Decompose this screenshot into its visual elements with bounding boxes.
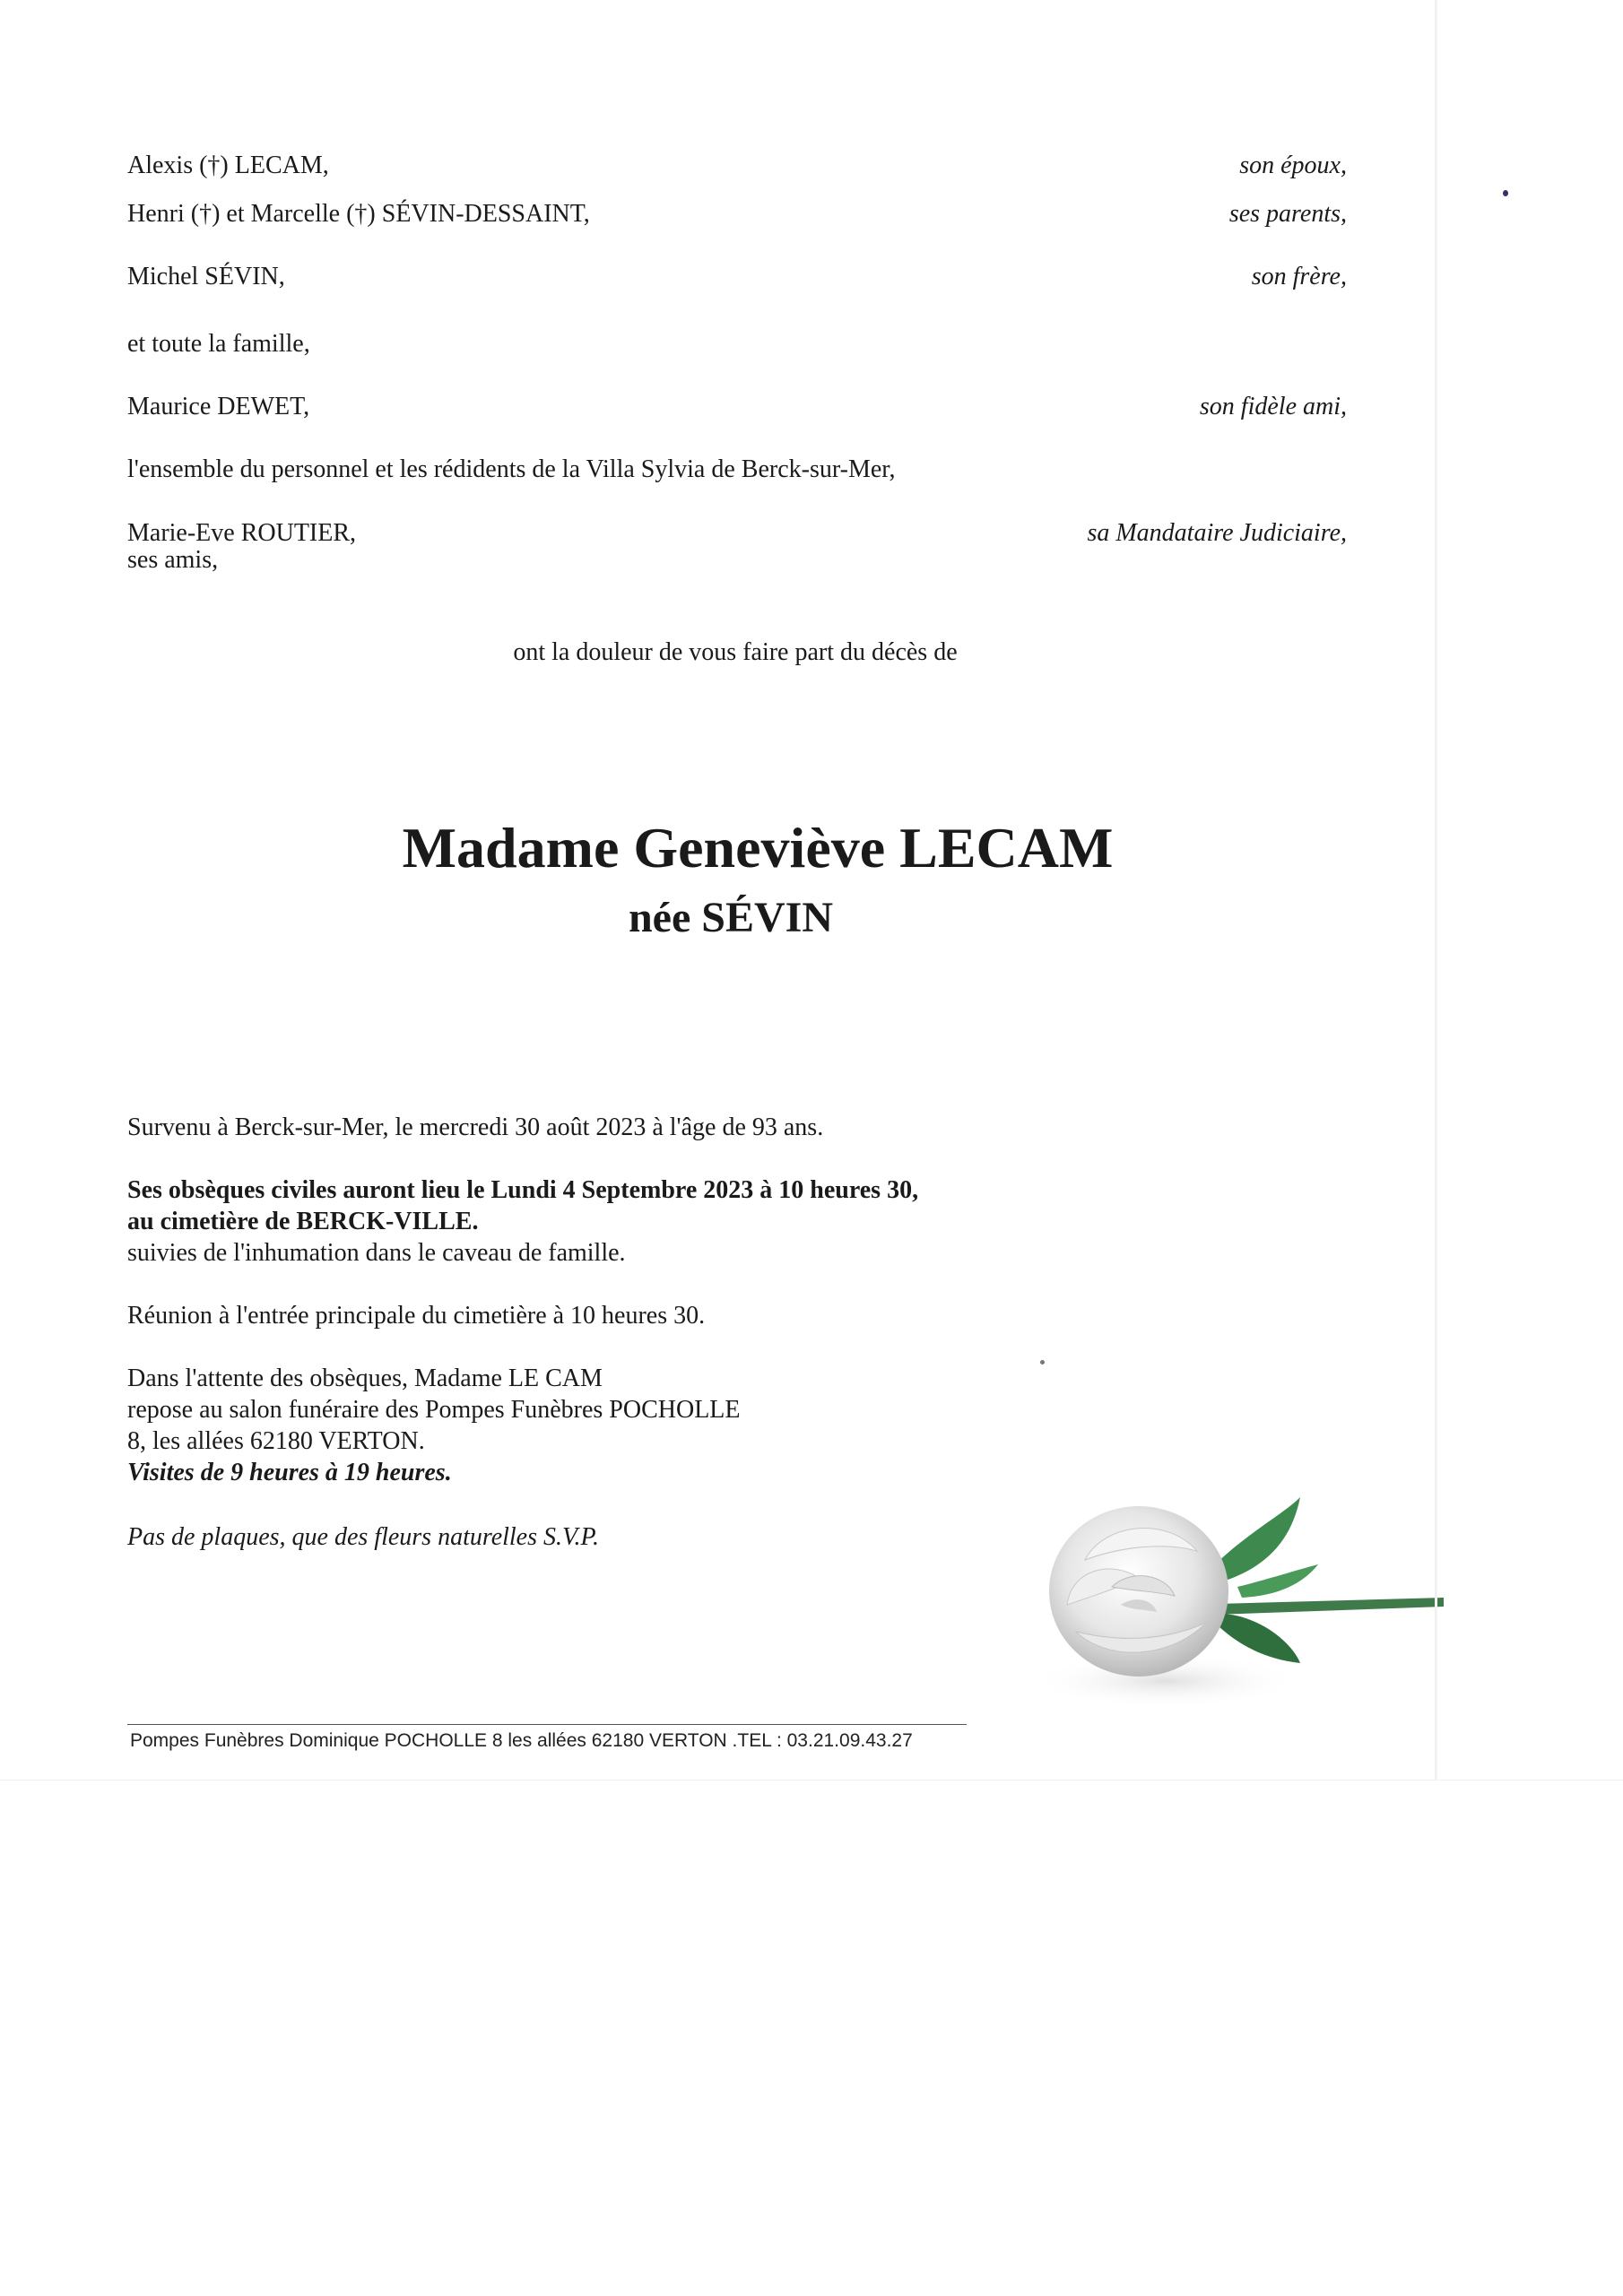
footer-text: Pompes Funèbres Dominique POCHOLLE 8 les allées 62180 VERTON .TEL : 03.21.09.43.27 bbox=[130, 1730, 913, 1751]
scan-speck bbox=[1503, 190, 1508, 196]
scan-speck bbox=[1040, 1360, 1045, 1365]
family-name: Alexis (†) LECAM, bbox=[127, 152, 329, 179]
family-name: Maurice DEWET, bbox=[127, 393, 310, 420]
family-relation: sa Mandataire Judiciaire, bbox=[1087, 519, 1347, 547]
family-name: ses amis, bbox=[127, 546, 219, 574]
flowers-text: Pas de plaques, que des fleurs naturelles S.V.P. bbox=[127, 1523, 599, 1551]
funeral-info bbox=[127, 1174, 1024, 1269]
family-name: Marie-Eve ROUTIER, bbox=[127, 519, 357, 547]
rest-line: repose au salon funéraire des Pompes Funèbres POCHOLLE bbox=[127, 1396, 741, 1424]
family-relation: son frère, bbox=[1251, 263, 1347, 290]
death-text: Survenu à Berck-sur-Mer, le mercredi 30 août 2023 à l'âge de 93 ans. bbox=[127, 1113, 824, 1141]
visits-line: Visites de 9 heures à 19 heures. bbox=[127, 1459, 452, 1486]
rest-line: Dans l'attente des obsèques, Madame LE CAM bbox=[127, 1365, 603, 1392]
flowers-note bbox=[127, 1521, 1024, 1553]
family-relation: son époux, bbox=[1239, 152, 1347, 179]
funeral-line: Ses obsèques civiles auront lieu le Lundi 4 Septembre 2023 à 10 heures 30, bbox=[127, 1176, 919, 1204]
family-name: Henri (†) et Marcelle (†) SÉVIN-DESSAINT, bbox=[127, 200, 590, 228]
funeral-line: au cimetière de BERCK-VILLE. bbox=[127, 1208, 479, 1235]
page-edge bbox=[1435, 0, 1437, 1780]
family-name: Michel SÉVIN, bbox=[127, 263, 285, 290]
family-name: et toute la famille, bbox=[127, 330, 310, 358]
scanner-bed bbox=[0, 1780, 1623, 2296]
death-notice bbox=[127, 1112, 1024, 1143]
white-rose-icon bbox=[1031, 1479, 1444, 1712]
family-name: l'ensemble du personnel et les rédidents de la Villa Sylvia de Berck-sur-Mer, bbox=[127, 455, 896, 483]
rest-line: 8, les allées 62180 VERTON. bbox=[127, 1427, 425, 1455]
announcement-text: ont la douleur de vous faire part du décès de bbox=[513, 638, 958, 666]
family-relation: son fidèle ami, bbox=[1199, 393, 1347, 420]
meeting-info bbox=[127, 1300, 1024, 1331]
footer-divider bbox=[127, 1724, 967, 1725]
maiden-name: née SÉVIN bbox=[628, 894, 834, 941]
family-relation: ses parents, bbox=[1228, 200, 1347, 228]
funeral-line: suivies de l'inhumation dans le caveau de famille. bbox=[127, 1239, 626, 1267]
meeting-text: Réunion à l'entrée principale du cimetière à 10 heures 30. bbox=[127, 1302, 706, 1330]
deceased-name: Madame Geneviève LECAM bbox=[402, 816, 1114, 879]
rest-info bbox=[127, 1363, 1024, 1488]
